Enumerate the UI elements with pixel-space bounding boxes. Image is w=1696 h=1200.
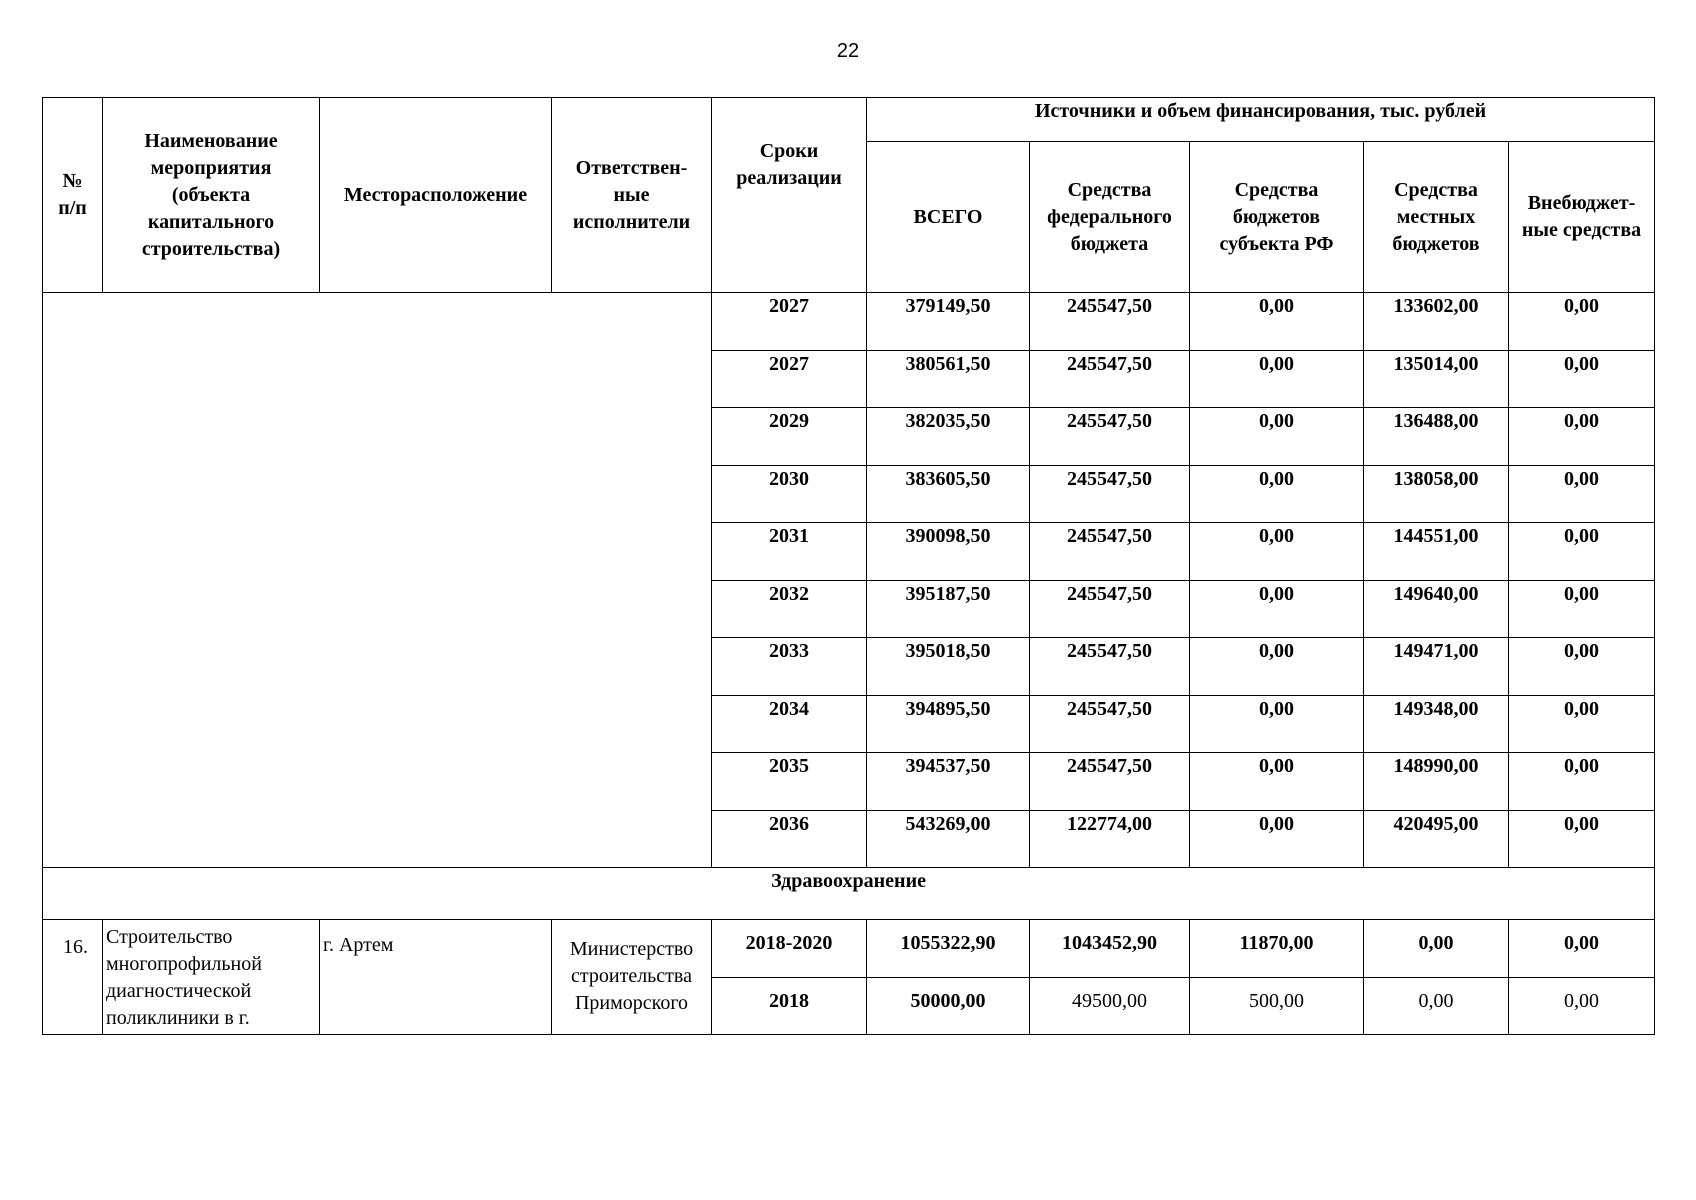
cell-federal: 245547,50 <box>1030 350 1190 408</box>
cell-federal: 245547,50 <box>1030 580 1190 638</box>
cell-local: 420495,00 <box>1364 810 1509 868</box>
cell-local: 144551,00 <box>1364 523 1509 581</box>
cell-year: 2035 <box>712 753 867 811</box>
cell-extra: 0,00 <box>1509 977 1655 1035</box>
cell-local: 133602,00 <box>1364 293 1509 351</box>
cell-year: 2018-2020 <box>712 920 867 978</box>
section-row <box>43 868 1655 920</box>
cell-total: 394895,50 <box>867 695 1030 753</box>
cell-extra: 0,00 <box>1509 638 1655 696</box>
cell-item-num: 16. <box>43 920 103 1035</box>
cell-extra: 0,00 <box>1509 753 1655 811</box>
cell-extra: 0,00 <box>1509 580 1655 638</box>
header-name: Наименование мероприятия (объекта капитального строительства) <box>103 98 320 293</box>
cell-federal: 1043452,90 <box>1030 920 1190 978</box>
cell-subject: 0,00 <box>1190 638 1364 696</box>
cell-federal: 245547,50 <box>1030 695 1190 753</box>
cell-local: 149348,00 <box>1364 695 1509 753</box>
cell-item-responsible: Министерство строительства Приморского <box>552 920 712 1035</box>
cell-total: 1055322,90 <box>867 920 1030 978</box>
cell-local: 138058,00 <box>1364 465 1509 523</box>
cell-item-name: Строительство многопрофильной диагностической поликлиники в г. <box>103 920 320 1035</box>
cell-total: 395187,50 <box>867 580 1030 638</box>
cell-extra: 0,00 <box>1509 523 1655 581</box>
cell-total: 380561,50 <box>867 350 1030 408</box>
cell-subject: 0,00 <box>1190 350 1364 408</box>
header-row-top <box>43 98 1655 142</box>
table-row <box>43 293 1655 351</box>
header-local: Средства местных бюджетов <box>1364 142 1509 293</box>
cell-subject: 0,00 <box>1190 293 1364 351</box>
cell-federal: 122774,00 <box>1030 810 1190 868</box>
cell-year: 2027 <box>712 293 867 351</box>
cell-federal: 49500,00 <box>1030 977 1190 1035</box>
cell-extra: 0,00 <box>1509 293 1655 351</box>
cell-subject: 500,00 <box>1190 977 1364 1035</box>
header-responsible: Ответствен- ные исполнители <box>552 98 712 293</box>
section-title: Здравоохранение <box>43 868 1655 920</box>
cell-year: 2031 <box>712 523 867 581</box>
cell-federal: 245547,50 <box>1030 638 1190 696</box>
cell-subject: 0,00 <box>1190 810 1364 868</box>
cell-local: 136488,00 <box>1364 408 1509 466</box>
cell-total: 383605,50 <box>867 465 1030 523</box>
cell-subject: 0,00 <box>1190 695 1364 753</box>
cell-local: 0,00 <box>1364 977 1509 1035</box>
cell-federal: 245547,50 <box>1030 523 1190 581</box>
cell-extra: 0,00 <box>1509 810 1655 868</box>
cell-local: 149471,00 <box>1364 638 1509 696</box>
cell-subject: 0,00 <box>1190 523 1364 581</box>
cell-total: 394537,50 <box>867 753 1030 811</box>
cell-extra: 0,00 <box>1509 408 1655 466</box>
cell-year: 2034 <box>712 695 867 753</box>
cell-total: 543269,00 <box>867 810 1030 868</box>
cell-local: 0,00 <box>1364 920 1509 978</box>
header-terms: Сроки реализации <box>712 98 867 293</box>
cell-year: 2032 <box>712 580 867 638</box>
cell-local: 148990,00 <box>1364 753 1509 811</box>
header-num: № п/п <box>43 98 103 293</box>
header-total: ВСЕГО <box>867 142 1030 293</box>
cell-item-location: г. Артем <box>320 920 552 1035</box>
cell-federal: 245547,50 <box>1030 408 1190 466</box>
cell-federal: 245547,50 <box>1030 753 1190 811</box>
financing-table <box>42 97 1655 1035</box>
cell-extra: 0,00 <box>1509 350 1655 408</box>
cell-year: 2030 <box>712 465 867 523</box>
header-extra: Внебюджет- ные средства <box>1509 142 1655 293</box>
cell-local: 149640,00 <box>1364 580 1509 638</box>
cell-total: 382035,50 <box>867 408 1030 466</box>
cell-extra: 0,00 <box>1509 465 1655 523</box>
cell-total: 379149,50 <box>867 293 1030 351</box>
cell-year: 2018 <box>712 977 867 1035</box>
cell-total: 50000,00 <box>867 977 1030 1035</box>
header-location: Месторасположение <box>320 98 552 293</box>
header-subject: Средства бюджетов субъекта РФ <box>1190 142 1364 293</box>
cell-extra: 0,00 <box>1509 920 1655 978</box>
cell-total: 390098,50 <box>867 523 1030 581</box>
cell-local: 135014,00 <box>1364 350 1509 408</box>
cell-subject: 0,00 <box>1190 753 1364 811</box>
cell-year: 2029 <box>712 408 867 466</box>
cell-federal: 245547,50 <box>1030 465 1190 523</box>
table-row <box>43 920 1655 978</box>
cell-year: 2036 <box>712 810 867 868</box>
cell-extra: 0,00 <box>1509 695 1655 753</box>
header-funding-group: Источники и объем финансирования, тыс. рублей <box>867 98 1655 142</box>
cell-federal: 245547,50 <box>1030 293 1190 351</box>
cell-year: 2027 <box>712 350 867 408</box>
cell-subject: 11870,00 <box>1190 920 1364 978</box>
cell-subject: 0,00 <box>1190 408 1364 466</box>
cell-subject: 0,00 <box>1190 465 1364 523</box>
cell-year: 2033 <box>712 638 867 696</box>
header-federal: Средства федерального бюджета <box>1030 142 1190 293</box>
merged-blank-cell <box>43 293 712 868</box>
cell-subject: 0,00 <box>1190 580 1364 638</box>
page-number: 22 <box>836 40 860 62</box>
cell-total: 395018,50 <box>867 638 1030 696</box>
